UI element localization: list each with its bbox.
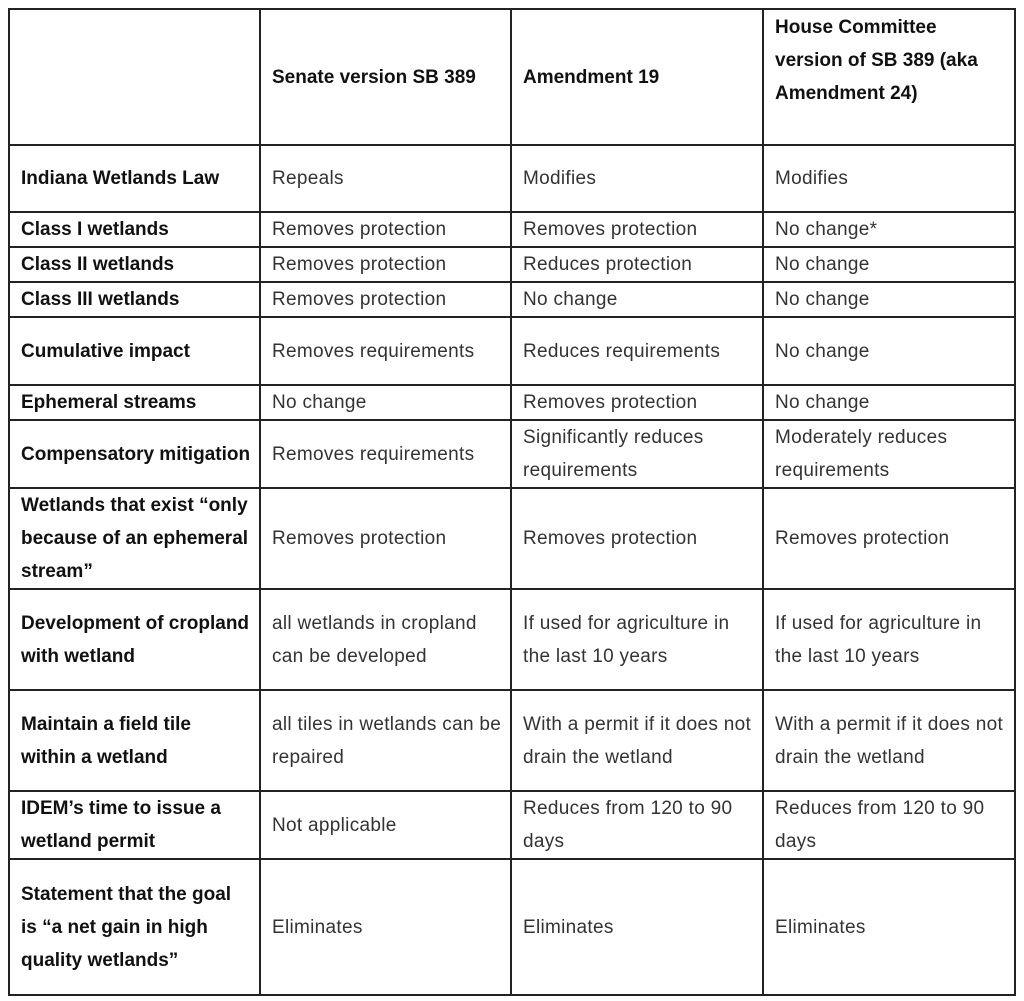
senate-cell: all wetlands in cropland can be developed bbox=[260, 589, 511, 690]
house-cell: With a permit if it does not drain the wetland bbox=[763, 690, 1015, 791]
amendment-19-cell: With a permit if it does not drain the wetland bbox=[511, 690, 763, 791]
house-cell: No change bbox=[763, 317, 1015, 385]
senate-cell: all tiles in wetlands can be repaired bbox=[260, 690, 511, 791]
header-house: House Committee version of SB 389 (aka Amendment 24) bbox=[763, 9, 1015, 145]
row-label: Cumulative impact bbox=[9, 317, 260, 385]
row-label: Ephemeral streams bbox=[9, 385, 260, 420]
senate-cell: Repeals bbox=[260, 145, 511, 212]
house-cell: Eliminates bbox=[763, 859, 1015, 995]
senate-cell: Removes protection bbox=[260, 488, 511, 589]
senate-cell: Eliminates bbox=[260, 859, 511, 995]
table-row bbox=[9, 247, 1015, 282]
table-row bbox=[9, 317, 1015, 385]
header-senate: Senate version SB 389 bbox=[260, 9, 511, 145]
house-cell: Reduces from 120 to 90 days bbox=[763, 791, 1015, 859]
header-empty bbox=[9, 9, 260, 145]
row-label: Indiana Wetlands Law bbox=[9, 145, 260, 212]
table-row bbox=[9, 145, 1015, 212]
amendment-19-cell: Removes protection bbox=[511, 488, 763, 589]
house-cell: Modifies bbox=[763, 145, 1015, 212]
table-row bbox=[9, 859, 1015, 995]
row-label: Statement that the goal is “a net gain in high quality wetlands” bbox=[9, 859, 260, 995]
row-label: Maintain a field tile within a wetland bbox=[9, 690, 260, 791]
senate-cell: Removes requirements bbox=[260, 317, 511, 385]
house-cell: No change bbox=[763, 282, 1015, 317]
amendment-19-cell: Reduces requirements bbox=[511, 317, 763, 385]
table-row bbox=[9, 791, 1015, 859]
house-cell: No change* bbox=[763, 212, 1015, 247]
row-label: Class II wetlands bbox=[9, 247, 260, 282]
house-cell: Removes protection bbox=[763, 488, 1015, 589]
amendment-19-cell: Modifies bbox=[511, 145, 763, 212]
amendment-19-cell: Reduces protection bbox=[511, 247, 763, 282]
row-label: Compensatory mitigation bbox=[9, 420, 260, 488]
senate-cell: Not applicable bbox=[260, 791, 511, 859]
amendment-19-cell: Reduces from 120 to 90 days bbox=[511, 791, 763, 859]
row-label: Class I wetlands bbox=[9, 212, 260, 247]
row-label: Wetlands that exist “only because of an ephemeral stream” bbox=[9, 488, 260, 589]
table-row bbox=[9, 488, 1015, 589]
row-label: IDEM’s time to issue a wetland permit bbox=[9, 791, 260, 859]
amendment-19-cell: No change bbox=[511, 282, 763, 317]
header-amendment-19: Amendment 19 bbox=[511, 9, 763, 145]
table-row bbox=[9, 589, 1015, 690]
senate-cell: Removes protection bbox=[260, 247, 511, 282]
house-cell: If used for agriculture in the last 10 years bbox=[763, 589, 1015, 690]
amendment-19-cell: Eliminates bbox=[511, 859, 763, 995]
table-row bbox=[9, 420, 1015, 488]
amendment-19-cell: Removes protection bbox=[511, 385, 763, 420]
table-row bbox=[9, 385, 1015, 420]
amendment-19-cell: Significantly reduces requirements bbox=[511, 420, 763, 488]
row-label: Class III wetlands bbox=[9, 282, 260, 317]
house-cell: Moderately reduces requirements bbox=[763, 420, 1015, 488]
senate-cell: Removes protection bbox=[260, 212, 511, 247]
header-row bbox=[9, 9, 1015, 145]
amendment-19-cell: If used for agriculture in the last 10 years bbox=[511, 589, 763, 690]
row-label: Development of cropland with wetland bbox=[9, 589, 260, 690]
senate-cell: No change bbox=[260, 385, 511, 420]
senate-cell: Removes protection bbox=[260, 282, 511, 317]
house-cell: No change bbox=[763, 247, 1015, 282]
senate-cell: Removes requirements bbox=[260, 420, 511, 488]
house-cell: No change bbox=[763, 385, 1015, 420]
wetlands-comparison-table bbox=[8, 8, 1016, 996]
table-row bbox=[9, 690, 1015, 791]
amendment-19-cell: Removes protection bbox=[511, 212, 763, 247]
table-row bbox=[9, 212, 1015, 247]
table-row bbox=[9, 282, 1015, 317]
